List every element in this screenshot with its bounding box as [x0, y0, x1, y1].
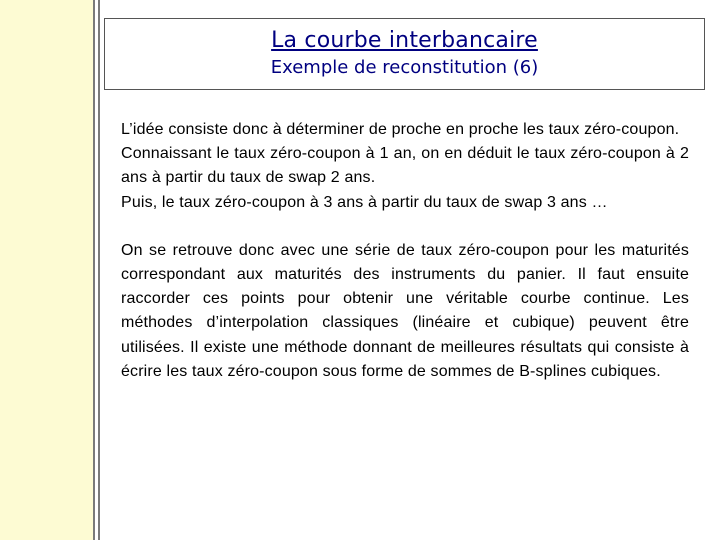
paragraph: On se retrouve donc avec une série de taux zéro-coupon pour les maturités correspondant aux maturités des instruments du panier. Il faut ensuite raccorder ces points pour obtenir une véritable courbe continue. Les méthodes d’interpolation classiques (linéaire et cubique) peuvent être utilisées. Il existe une méthode donnant de meilleures résultats qui consiste à écrire les taux zéro-coupon sous forme de sommes de B-splines cubiques. — [121, 241, 689, 380]
slide-body — [121, 118, 689, 384]
paragraph: L’idée consiste donc à déterminer de proche en proche les taux zéro-coupon. — [121, 121, 680, 138]
paragraph: Connaissant le taux zéro-coupon à 1 an, on en déduit le taux zéro-coupon à 2 ans à partir du taux de swap 2 ans. — [121, 145, 689, 187]
slide-subtitle: Exemple de reconstitution (6) — [270, 57, 539, 78]
left-vertical-rule — [93, 0, 95, 540]
slide-title: La courbe interbancaire — [271, 28, 538, 53]
title-box — [104, 18, 705, 90]
left-vertical-rule-inner — [98, 0, 100, 540]
paragraph: Puis, le taux zéro-coupon à 3 ans à partir du taux de swap 3 ans … — [121, 193, 608, 211]
left-decorative-band — [0, 0, 93, 540]
